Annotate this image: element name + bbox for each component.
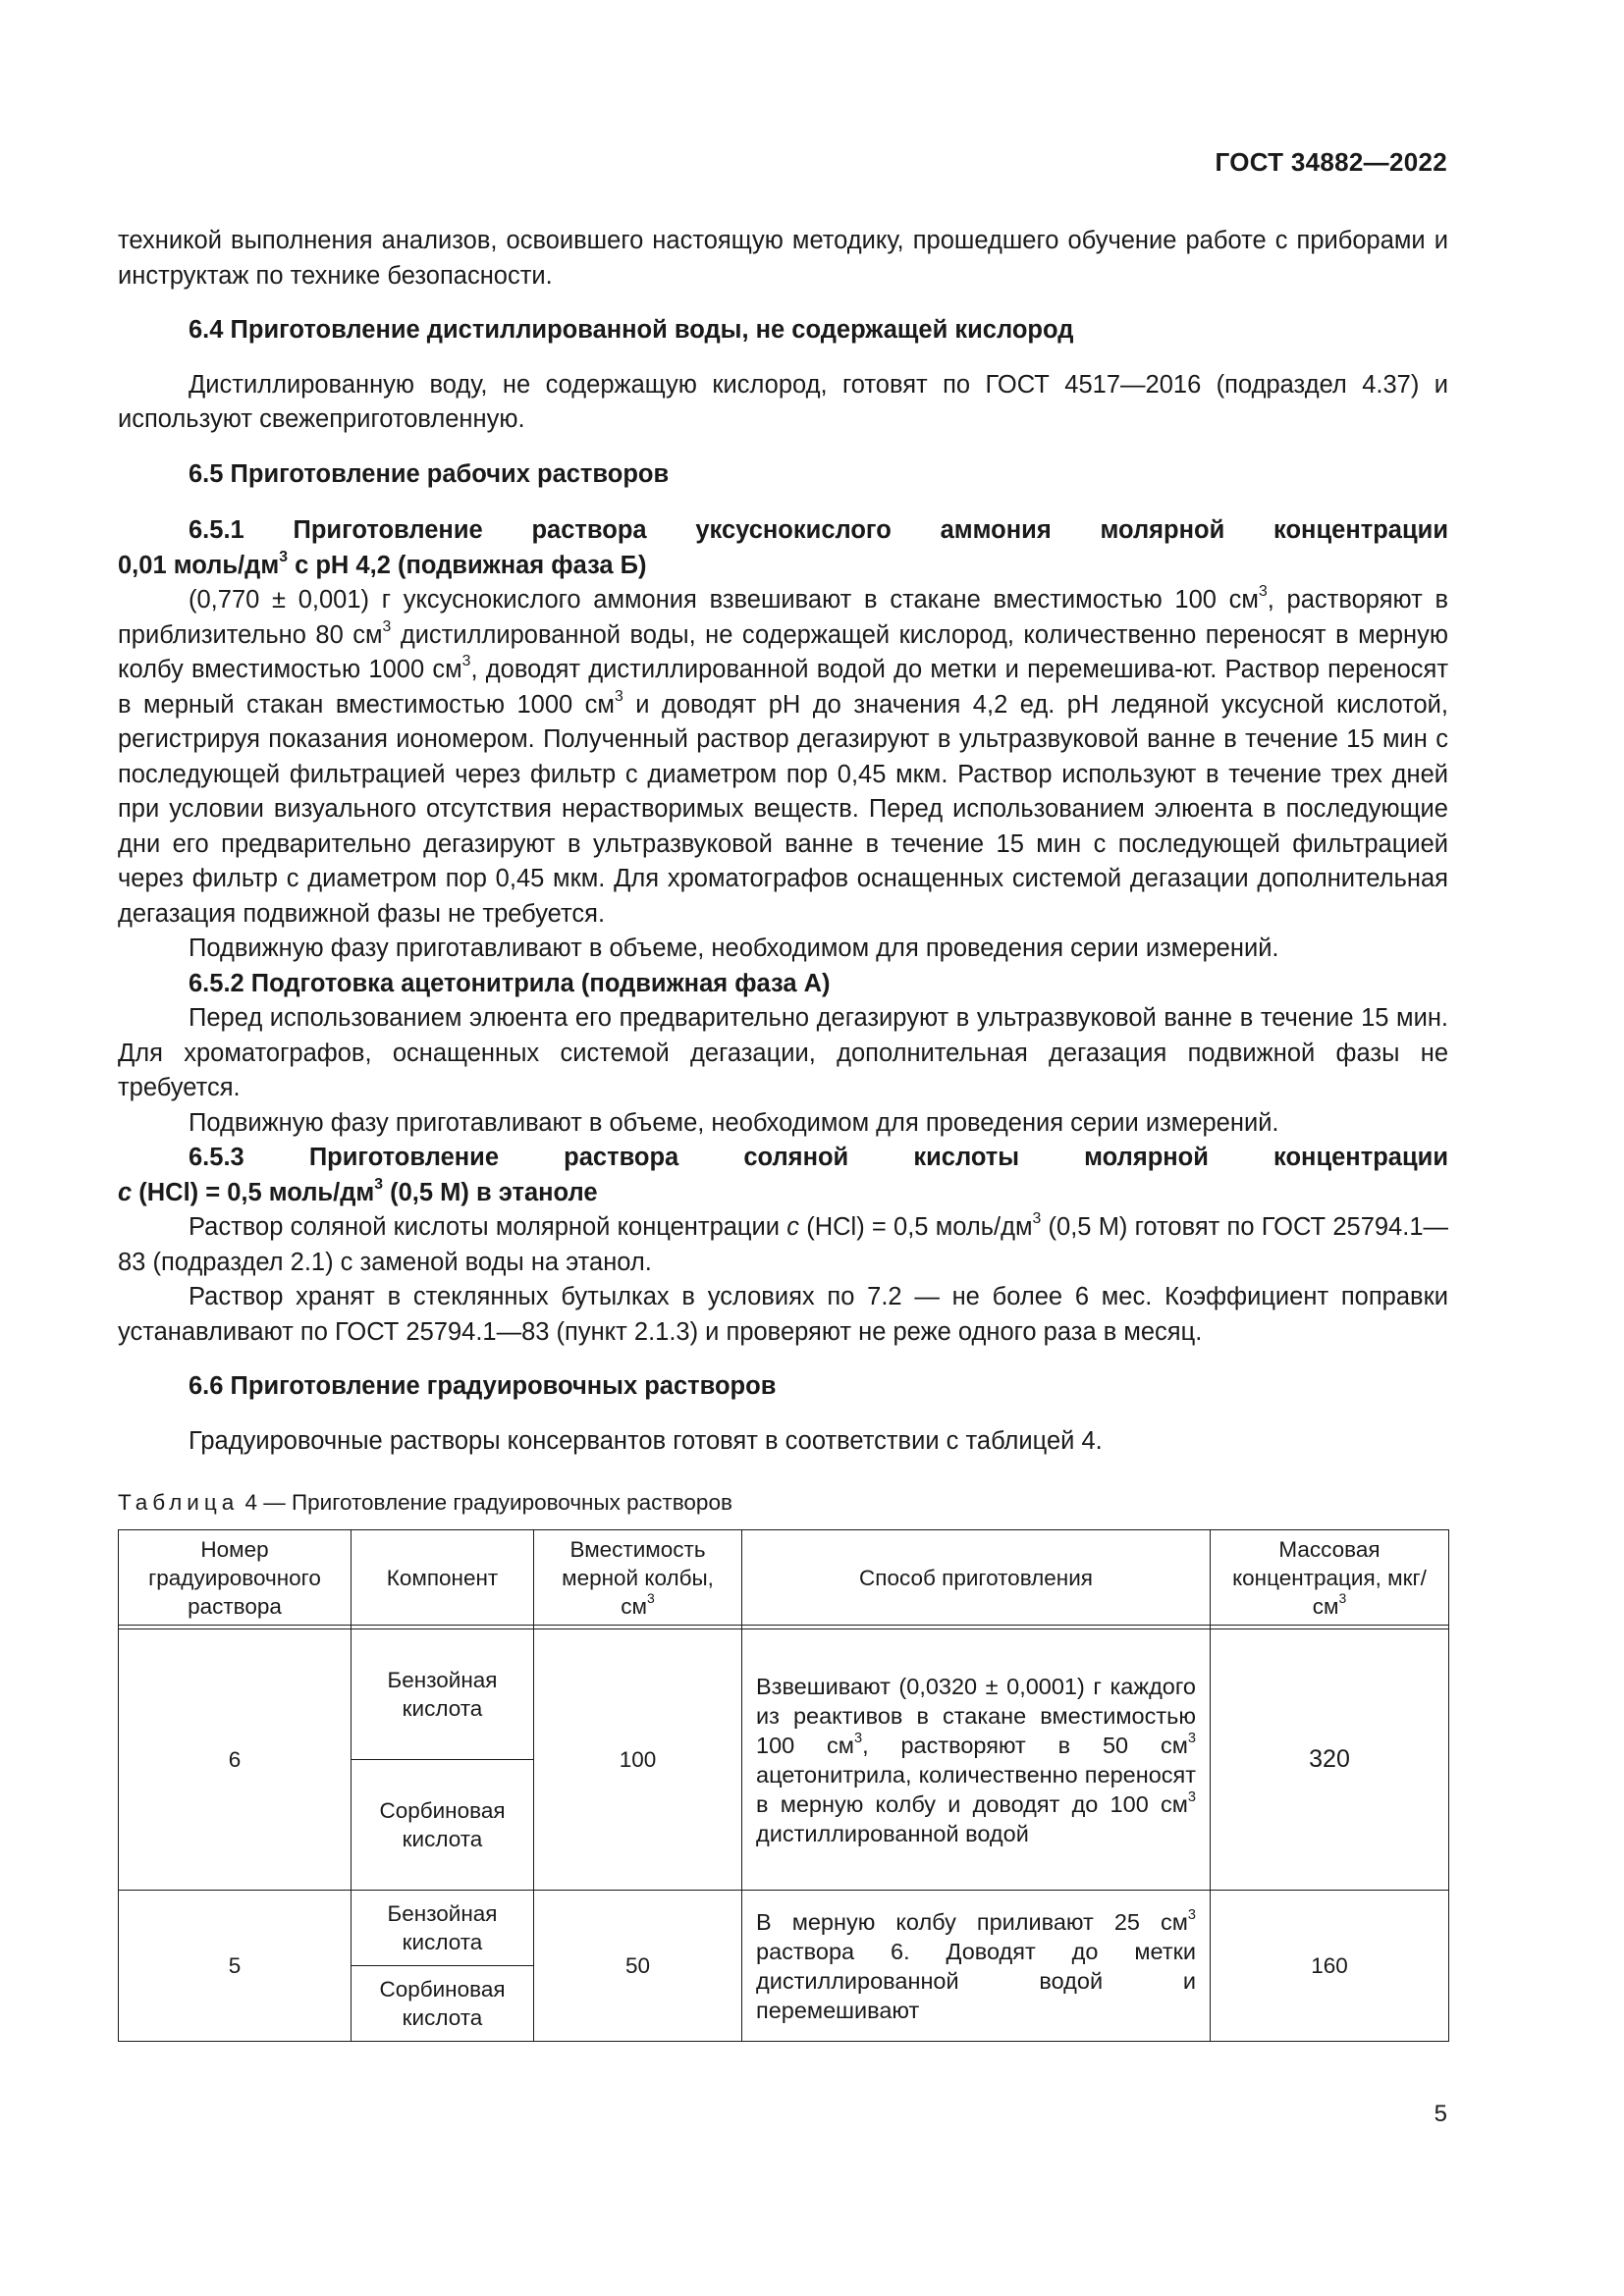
section-6-5-3-paragraph-2: Раствор хранят в стеклянных бутылках в условиях по 7.2 — не более 6 мес. Коэффициент поправки устанавливают по ГОСТ 25794.1—83 (пункт 2.1.3) и проверяют не реже одного раза в месяц. xyxy=(118,1283,1448,1346)
cell-component: Сорбиновая кислота xyxy=(352,1760,534,1891)
section-6-5-3-heading xyxy=(118,1141,1448,1210)
section-6-5-1-heading-line1: 6.5.1 Приготовление раствора уксуснокислого аммония молярной концентрации xyxy=(189,516,1448,544)
intro-paragraph: техникой выполнения анализов, освоившего настоящую методику, прошедшего обучение работе с приборами и инструктаж по технике безопасности. xyxy=(118,227,1448,290)
section-6-5-1-heading-line2: 0,01 моль/$дм^3$ с рН 4,2 (подвижная фаза Б) xyxy=(118,548,647,579)
section-6-5-1-heading xyxy=(118,513,1448,583)
section-6-6-heading: 6.6 Приготовление градуировочных растворов xyxy=(189,1372,777,1400)
cell-concentration: 320 xyxy=(1211,1629,1449,1891)
cell-number: 5 xyxy=(119,1891,352,2042)
section-6-5-1-paragraph-1: (0,770 ± 0,001) г уксуснокислого аммония взвешивают в стакане вместимостью 100 $см^3$, растворяют в приблизительно 80 $см^3$ дистиллированной воды, не содержащей кислород, количественно переносят в мерную колбу вместимостью 1000 $см^3$, доводят дистиллированной водой до метки и перемешива-ют. Раствор переносят в мерный стакан вместимостью 1000 $см^3$ и доводят рН до значения 4,2 ед. рН ледяной уксусной кислотой, регистрируя показания иономером. Полученный раствор дегазируют в ультразвуковой ванне в течение 15 мин с последующей фильтрацией через фильтр с диаметром пор 0,45 мкм. Раствор используют в течение трех дней при условии визуального отсутствия нерастворимых веществ. Перед использованием элюента в последующие дни его предварительно дегазируют в ультразвуковой ванне в течение 15 мин с последующей фильтрацией через фильтр с диаметром пор 0,45 мкм. Для хроматографов оснащенных системой дегазации дополнительная дегазация подвижной фазы не требуется. xyxy=(118,583,1448,928)
header-concentration: Массовая концентрация, мкг/$см^3$ xyxy=(1211,1530,1449,1626)
section-6-5-3-paragraph-1: Раствор соляной кислоты молярной концентрации с (HCl) = 0,5 моль/$дм^3$ (0,5 М) готовят по ГОСТ 25794.1—83 (подраздел 2.1) с заменой воды на этанол. xyxy=(118,1210,1449,1276)
section-6-4-text: Дистиллированную воду, не содержащую кислород, готовят по ГОСТ 4517—2016 (подраздел 4.37) и используют свежеприготовленную. xyxy=(118,370,1448,433)
section-6-5-heading: 6.5 Приготовление рабочих растворов xyxy=(189,459,670,488)
header-number: Номер градуировочного раствора xyxy=(119,1530,352,1626)
cell-volume: 100 xyxy=(534,1629,742,1891)
header-volume: Вместимость мерной колбы, $см^3$ xyxy=(534,1530,742,1626)
cell-number: 6 xyxy=(119,1629,352,1891)
cell-method: В мерную колбу приливают 25 $см^3$ раствора 6. Доводят до метки дистиллированной водой и перемешивают xyxy=(742,1891,1211,2042)
section-6-5-1-paragraph-2: Подвижную фазу приготавливают в объеме, необходимом для проведения серии измерений. xyxy=(189,934,1279,962)
section-6-6-text: Градуировочные растворы консервантов готовят в соответствии с таблицей 4. xyxy=(189,1426,1103,1455)
header-component: Компонент xyxy=(352,1530,534,1626)
standard-number: ГОСТ 34882—2022 xyxy=(1215,147,1447,177)
table-row xyxy=(119,1891,1449,1966)
section-6-5-2-paragraph-1: Перед использованием элюента его предварительно дегазируют в ультразвуковой ванне в течение 15 мин. Для хроматографов, оснащенных системой дегазации, дополнительная дегазация подвижной фазы не требуется. xyxy=(118,1004,1448,1101)
cell-component: Сорбиновая кислота xyxy=(352,1966,534,2042)
table-4-caption: Таблица 4 — Приготовление градуировочных растворов xyxy=(118,1490,732,1515)
section-6-5-2-paragraph-2: Подвижную фазу приготавливают в объеме, необходимом для проведения серии измерений. xyxy=(189,1108,1279,1137)
cell-method: Взвешивают (0,0320 ± 0,0001) г каждого из реактивов в стакане вместимостью 100 $см^3$, растворяют в 50 $см^3$ ацетонитрила, количественно переносят в мерную колбу и доводят до 100 $см^3$ дистиллированной водой xyxy=(742,1629,1211,1891)
cell-volume: 50 xyxy=(534,1891,742,2042)
cell-component: Бензойная кислота xyxy=(352,1629,534,1760)
document-body xyxy=(118,224,1448,2042)
table-4 xyxy=(118,1529,1449,2042)
table-row xyxy=(119,1629,1449,1760)
section-6-5-3-heading-line1: 6.5.3 Приготовление раствора соляной кислоты молярной концентрации xyxy=(189,1144,1448,1171)
cell-concentration: 160 xyxy=(1211,1891,1449,2042)
section-6-5-2-heading: 6.5.2 Подготовка ацетонитрила (подвижная фаза А) xyxy=(189,969,831,997)
table-header-row xyxy=(119,1530,1449,1626)
cell-component: Бензойная кислота xyxy=(352,1891,534,1966)
section-6-5-3-heading-line2: с (HCl) = 0,5 моль/$дм^3$ (0,5 М) в этаноле xyxy=(118,1175,598,1206)
section-6-4-heading: 6.4 Приготовление дистиллированной воды, не содержащей кислород xyxy=(189,316,1074,344)
page-number: 5 xyxy=(1434,2101,1447,2127)
header-method: Способ приготовления xyxy=(742,1530,1211,1626)
